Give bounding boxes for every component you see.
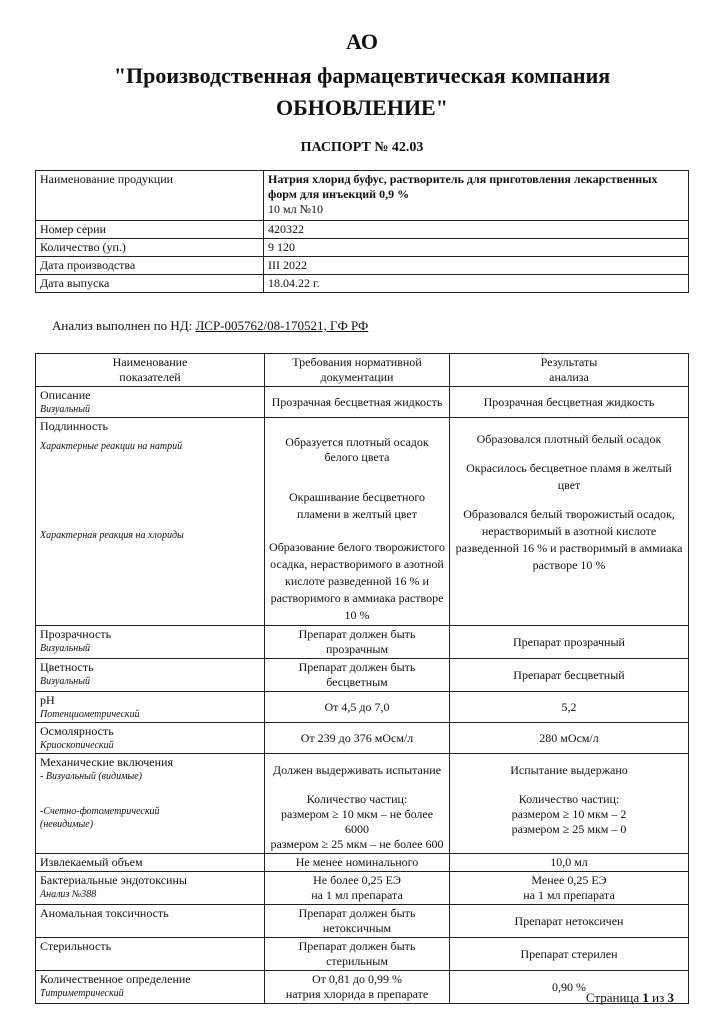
result-text: Образовался белый творожистый осадок, нерастворимый в азотной кислоте разведенной 16 % и растворимый в аммиака растворе 10 %	[455, 507, 683, 572]
indicator-name: Бактериальные эндотоксины	[40, 873, 187, 887]
table-row	[36, 239, 689, 257]
page-current: 1	[642, 990, 649, 1005]
indicator-cell	[36, 659, 265, 692]
requirement-text: размером ≥ 25 мкм – не более 600	[270, 837, 444, 851]
indicator-cell	[36, 418, 265, 626]
analysis-document: ЛСР-005762/08-170521, ГФ РФ	[195, 318, 369, 333]
indicator-name: Стерильность	[36, 938, 265, 971]
row-value: 9 120	[264, 239, 689, 257]
requirement-cell: От 239 до 376 мОсм/л	[265, 723, 450, 754]
requirement-cell: Препарат должен быть стерильным	[265, 938, 450, 971]
indicator-method: Характерные реакции на натрий	[40, 441, 183, 452]
row-value: 18.04.22 г.	[264, 275, 689, 293]
row-label: Номер серии	[36, 221, 264, 239]
indicator-name: Аномальная токсичность	[36, 905, 265, 938]
indicator-name: pH	[40, 693, 55, 707]
requirement-cell: Не менее номинального	[265, 854, 450, 872]
result-text: размером ≥ 10 мкм – 2	[511, 807, 627, 821]
page-number	[586, 990, 674, 1006]
company-name-line2: ОБНОВЛЕНИЕ"	[276, 95, 448, 120]
result-text: Менее 0,25 ЕЭ	[531, 873, 607, 887]
result-cell	[450, 754, 689, 854]
indicator-method: Визуальный	[40, 404, 91, 415]
indicator-method: - Визуальный (видимые)	[40, 771, 143, 782]
product-name-text: Натрия хлорид буфус, растворитель для приготовления лекарственных форм для инъекций 0,9 %	[268, 172, 658, 201]
row-label: Количество (уп.)	[36, 239, 264, 257]
row-label: Дата выпуска	[36, 275, 264, 293]
indicator-cell	[36, 723, 265, 754]
requirement-text: размером ≥ 10 мкм – не более 6000	[280, 807, 434, 836]
requirement-cell: Препарат должен быть нетоксичным	[265, 905, 450, 938]
indicator-method: Анализ №388	[40, 889, 97, 900]
result-cell: 280 мОсм/л	[450, 723, 689, 754]
indicator-name: Количественное определение	[40, 972, 191, 986]
result-cell	[450, 872, 689, 905]
result-text: размером ≥ 25 мкм – 0	[511, 822, 627, 836]
indicator-cell	[36, 971, 265, 1004]
requirement-text: Количество частиц:	[306, 792, 408, 806]
indicator-method: Визуальный	[40, 643, 91, 654]
indicator-name: Извлекаемый объем	[36, 854, 265, 872]
table-row	[36, 754, 689, 854]
requirement-text: натрия хлорида в препарате	[285, 987, 429, 1001]
table-row	[36, 938, 689, 971]
table-row	[36, 692, 689, 723]
product-name-value	[264, 171, 689, 221]
analysis-line	[52, 318, 368, 334]
table-row	[36, 171, 689, 221]
requirement-cell	[265, 872, 450, 905]
result-text: Испытание выдержано	[510, 763, 628, 777]
header-text: Наименование	[112, 355, 188, 369]
page-prefix: Страница	[585, 990, 640, 1005]
results-table	[35, 353, 689, 1004]
indicator-method: Визуальный	[40, 676, 91, 687]
row-value: III 2022	[264, 257, 689, 275]
table-row	[36, 659, 689, 692]
indicator-name: Описание	[40, 388, 91, 402]
requirement-text: Не более 0,25 ЕЭ	[313, 873, 401, 887]
table-row	[36, 257, 689, 275]
header-text: показателей	[119, 370, 181, 384]
result-cell: 5,2	[450, 692, 689, 723]
header-text: анализа	[549, 370, 589, 384]
indicator-name: Цветность	[40, 660, 94, 674]
result-cell: Прозрачная бесцветная жидкость	[450, 387, 689, 418]
indicator-name: Прозрачность	[40, 627, 112, 641]
header-name	[36, 354, 265, 387]
indicator-cell	[36, 872, 265, 905]
page-total: 3	[667, 990, 674, 1005]
indicator-cell	[36, 754, 265, 854]
indicator-cell	[36, 387, 265, 418]
result-text: Окрасилось бесцветное пламя в желтый цвет	[466, 461, 672, 492]
indicator-method: Криоскопический	[40, 740, 114, 751]
passport-title: ПАСПОРТ № 42.03	[300, 140, 424, 155]
requirement-text: Окрашивание бесцветного пламени в желтый цвет	[288, 490, 426, 521]
requirement-cell	[265, 418, 450, 626]
result-cell: Препарат бесцветный	[450, 659, 689, 692]
table-header-row	[36, 354, 689, 387]
table-row	[36, 905, 689, 938]
requirement-text: Должен выдерживать испытание	[272, 763, 442, 777]
indicator-name: Осмолярность	[40, 724, 114, 738]
result-cell: Препарат нетоксичен	[450, 905, 689, 938]
requirement-cell	[265, 754, 450, 854]
indicator-method: Потенциометрический	[40, 709, 140, 720]
indicator-cell	[36, 626, 265, 659]
result-text: Образовался плотный белый осадок	[476, 432, 662, 446]
indicator-name: Механические включения	[40, 755, 173, 769]
indicator-cell	[36, 692, 265, 723]
header-text: Требования нормативной	[292, 355, 422, 369]
table-row	[36, 723, 689, 754]
indicator-method: -Счетно-фотометрический (невидимые)	[40, 806, 160, 830]
requirement-cell	[265, 971, 450, 1004]
requirement-cell: Препарат должен быть бесцветным	[265, 659, 450, 692]
requirement-text: От 0,81 до 0,99 %	[311, 972, 402, 986]
row-label: Дата производства	[36, 257, 264, 275]
header-requirements	[265, 354, 450, 387]
result-cell: Препарат стерилен	[450, 938, 689, 971]
table-row	[36, 221, 689, 239]
indicator-method: Титриметрический	[40, 988, 124, 999]
analysis-prefix: Анализ выполнен по НД:	[52, 318, 193, 333]
header-text: документации	[320, 370, 394, 384]
result-cell: Препарат прозрачный	[450, 626, 689, 659]
row-value: 420322	[264, 221, 689, 239]
company-type: АО	[346, 29, 378, 54]
requirement-cell: Прозрачная бесцветная жидкость	[265, 387, 450, 418]
result-cell: 10,0 мл	[450, 854, 689, 872]
requirement-cell: Препарат должен быть прозрачным	[265, 626, 450, 659]
page-of: из	[652, 990, 665, 1005]
requirement-cell: От 4,5 до 7,0	[265, 692, 450, 723]
result-cell: 0,90 %	[450, 971, 689, 1004]
requirement-text: Образуется плотный осадок белого цвета	[285, 435, 429, 464]
result-text: на 1 мл препарата	[523, 888, 615, 902]
table-row	[36, 854, 689, 872]
product-info-table	[35, 170, 689, 293]
product-package: 10 мл №10	[268, 202, 324, 216]
indicator-method: Характерная реакция на хлориды	[40, 530, 184, 541]
table-row	[36, 418, 689, 626]
requirement-text: на 1 мл препарата	[311, 888, 403, 902]
header-text: Результаты	[540, 355, 598, 369]
result-cell	[450, 418, 689, 626]
indicator-name: Подлинность	[40, 419, 109, 433]
requirement-text: Образование белого творожистого осадка, нерастворимого в азотной кислоте разведенной 16 % и растворимого в аммиака растворе 10 %	[269, 540, 445, 622]
result-text: Количество частиц:	[518, 792, 620, 806]
table-row	[36, 275, 689, 293]
table-row	[36, 872, 689, 905]
header-results	[450, 354, 689, 387]
table-row	[36, 387, 689, 418]
product-name-label: Наименование продукции	[36, 171, 264, 221]
table-row	[36, 626, 689, 659]
company-name-line1: "Производственная фармацевтическая компания	[113, 63, 611, 88]
